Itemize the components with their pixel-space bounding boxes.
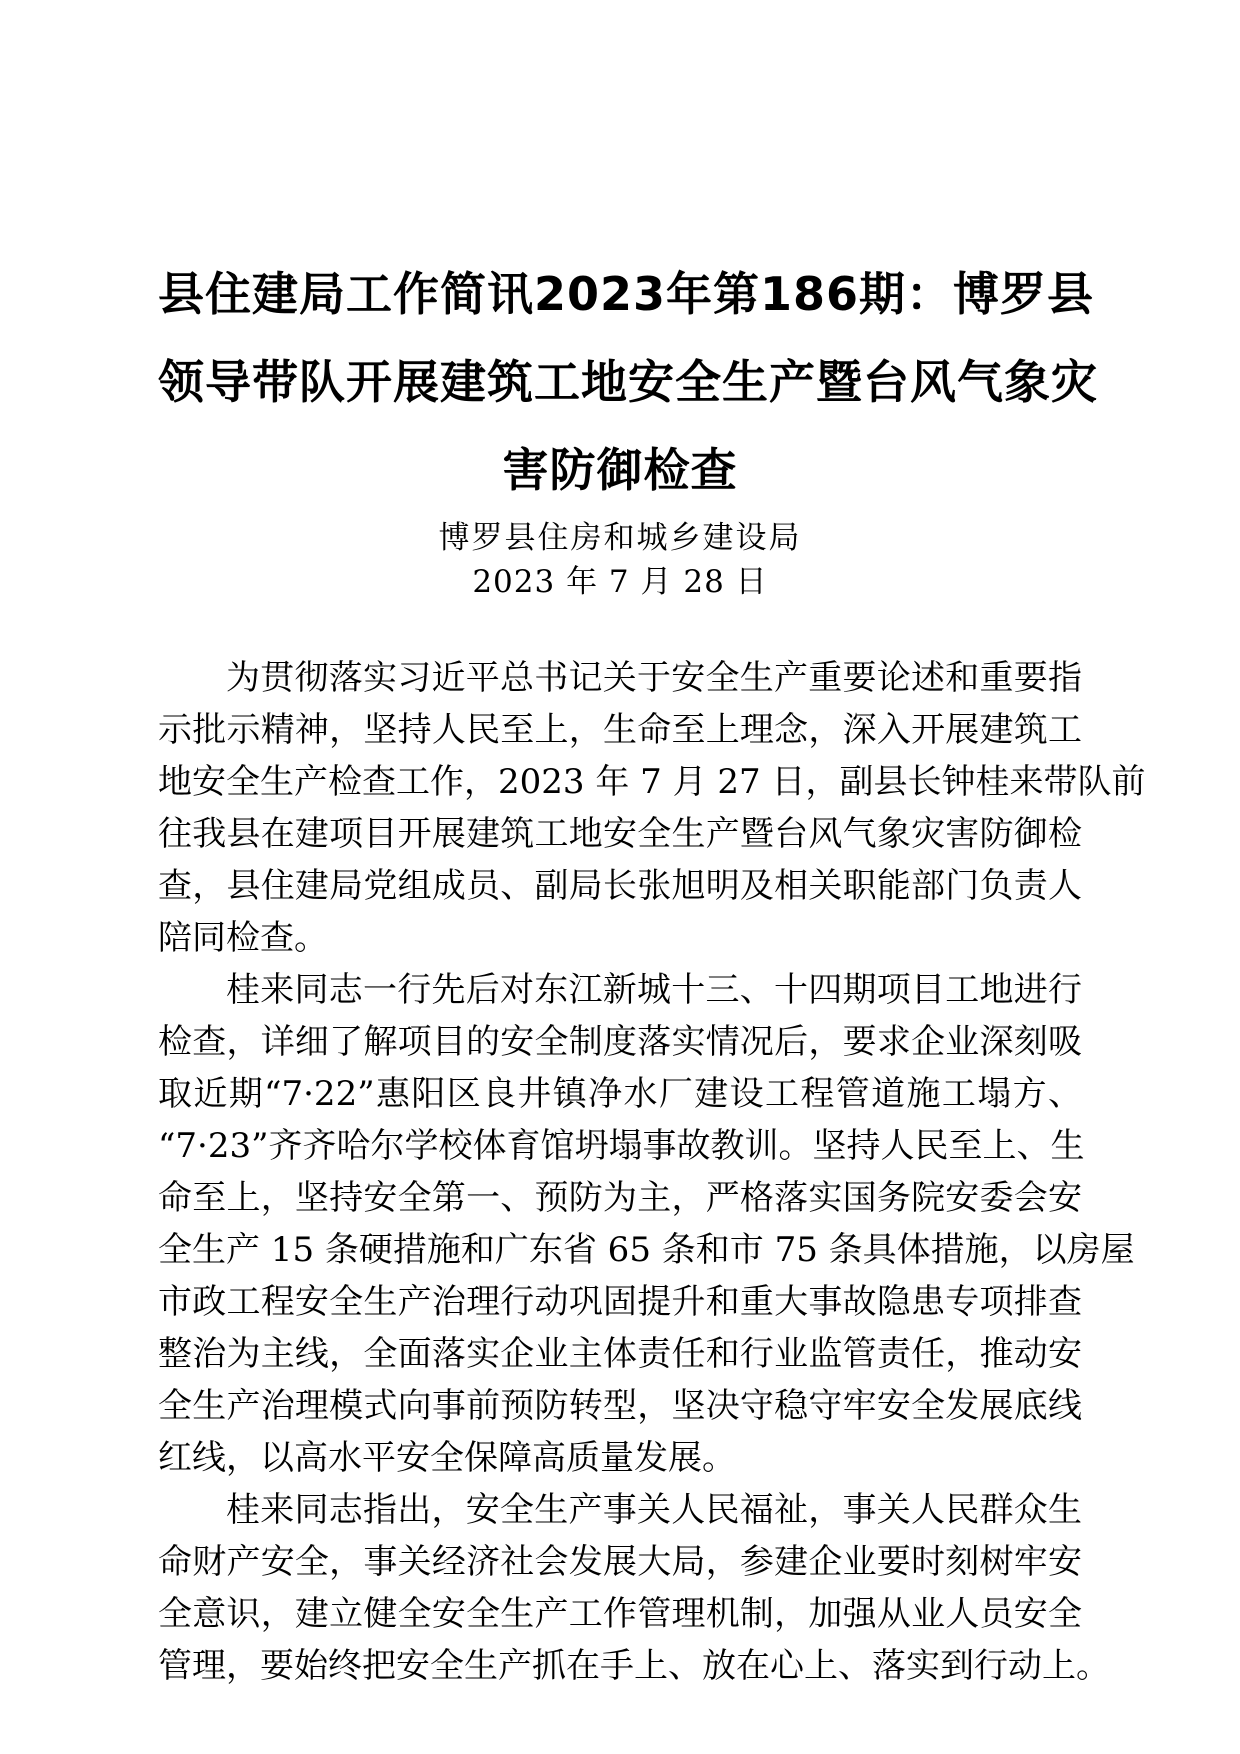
text-line: 陪同检查。: [158, 918, 328, 958]
text-line: 示批示精神，坚持人民至上，生命至上理念，深入开展建筑工: [158, 710, 1082, 750]
text-line: 检查，详细了解项目的安全制度落实情况后，要求企业深刻吸: [158, 1022, 1082, 1062]
issue-date: 2023 年 7 月 28 日: [472, 564, 768, 600]
title-line: 县住建局工作简讯2023年第186期：博罗县: [158, 267, 1095, 321]
paragraph: [158, 1484, 1110, 1692]
text-line: 往我县在建项目开展建筑工地安全生产暨台风气象灾害防御检: [158, 814, 1082, 854]
text-line: 市政工程安全生产治理行动巩固提升和重大事故隐患专项排查: [158, 1282, 1082, 1322]
text-line: 全生产治理模式向事前预防转型，坚决守稳守牢安全发展底线: [158, 1386, 1082, 1426]
issuing-agency: 博罗县住房和城乡建设局: [438, 520, 802, 556]
text-line: 为贯彻落实习近平总书记关于安全生产重要论述和重要指: [226, 658, 1082, 698]
text-line: 查，县住建局党组成员、副局长张旭明及相关职能部门负责人: [158, 866, 1082, 906]
text-line: 桂来同志指出，安全生产事关人民福祉，事关人民群众生: [226, 1490, 1082, 1530]
paragraph: [158, 964, 1135, 1484]
document-title: [158, 250, 1098, 514]
text-line: 整治为主线，全面落实企业主体责任和行业监管责任，推动安: [158, 1334, 1082, 1374]
text-line: 全意识，建立健全安全生产工作管理机制，加强从业人员安全: [158, 1594, 1082, 1634]
document-body: [158, 652, 1146, 1692]
text-line: 红线，以高水平安全保障高质量发展。: [158, 1438, 736, 1478]
document-page: [158, 0, 1146, 1754]
text-line: 全生产 15 条硬措施和广东省 65 条和市 75 条具体措施，以房屋: [158, 1230, 1135, 1270]
text-line: 桂来同志一行先后对东江新城十三、十四期项目工地进行: [226, 970, 1082, 1010]
paragraph: [158, 652, 1146, 964]
title-line: 害防御检查: [502, 443, 738, 497]
text-line: 地安全生产检查工作，2023 年 7 月 27 日，副县长钟桂来带队前: [158, 762, 1146, 802]
text-line: 命至上，坚持安全第一、预防为主，严格落实国务院安委会安: [158, 1178, 1082, 1218]
text-line: 管理，要始终把安全生产抓在手上、放在心上、落实到行动上。: [158, 1646, 1110, 1686]
title-line: 领导带队开展建筑工地安全生产暨台风气象灾: [158, 355, 1098, 409]
text-line: “7·23”齐齐哈尔学校体育馆坍塌事故教训。坚持人民至上、生: [158, 1126, 1085, 1166]
text-line: 取近期“7·22”惠阳区良井镇净水厂建设工程管道施工塌方、: [158, 1074, 1082, 1114]
text-line: 命财产安全，事关经济社会发展大局，参建企业要时刻树牢安: [158, 1542, 1082, 1582]
